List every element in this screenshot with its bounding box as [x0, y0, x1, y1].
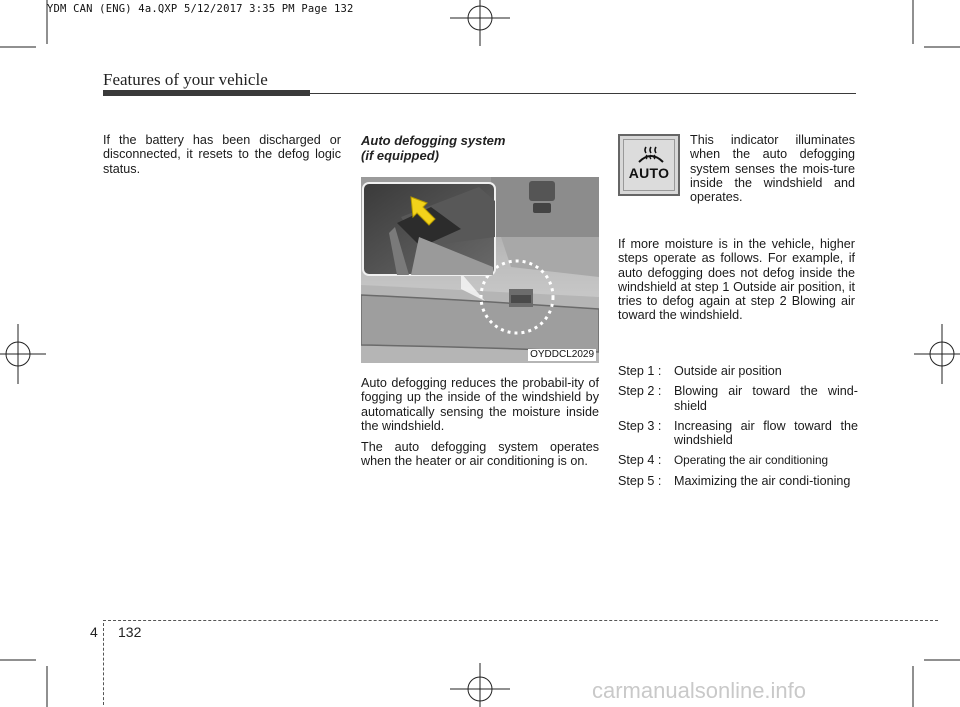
step-item: [618, 384, 858, 413]
sensor-illustration: [361, 177, 599, 363]
step-label: Step 1 :: [618, 364, 662, 378]
battery-paragraph: If the battery has been discharged or disconnected, it resets to the defog logic status.: [103, 133, 341, 176]
step-text: Outside air position: [674, 364, 782, 378]
step-text: Maximizing the air condi-tioning: [674, 473, 851, 488]
step-item: [618, 419, 858, 448]
steps-list: [618, 364, 858, 494]
subheading-title: Auto defogging system: [361, 133, 506, 148]
page-number: 132: [118, 624, 142, 640]
section-title: Features of your vehicle: [103, 70, 268, 89]
step-label: Step 3 :: [618, 418, 662, 433]
step-label: Step 2 :: [618, 384, 662, 399]
indicator-description: [690, 133, 855, 204]
header-rule: [310, 93, 856, 94]
sensor-figure: [361, 177, 599, 363]
indicator-label: AUTO: [628, 165, 670, 181]
figure-caption: OYDDCL2029: [530, 349, 594, 360]
step-item: [618, 474, 858, 488]
column-2-body: [361, 376, 599, 469]
indicator-face: [623, 139, 675, 191]
step-text: Increasing air flow toward the windshield: [674, 418, 858, 448]
watermark: carmanualsonline.info: [592, 678, 807, 703]
footer-rule: [103, 620, 938, 621]
chapter-number: 4: [90, 624, 98, 640]
step-text: Operating the air conditioning: [674, 453, 829, 468]
step-item: [618, 453, 858, 467]
step-label: Step 4 :: [618, 453, 662, 468]
moisture-paragraph: If more moisture is in the vehicle, higher steps operate as follows. For example, if auto defogging does not defog inside the windshield at step 1 Outside air position, it tries to defog again at step 2 Blowing air toward the windshield.: [618, 237, 855, 323]
auto-defog-indicator: [618, 134, 680, 196]
print-slug: YDM CAN (ENG) 4a.QXP 5/12/2017 3:35 PM Page 132: [47, 3, 354, 15]
step-text: Blowing air toward the wind-shield: [674, 384, 858, 413]
footer-divider: [103, 623, 104, 705]
step-label: Step 5 :: [618, 473, 662, 488]
column-1: [103, 133, 341, 176]
step-item: [618, 364, 858, 378]
subheading: [361, 133, 599, 163]
column-3-body: [618, 237, 855, 323]
header-bar: [103, 90, 310, 96]
auto-defog-paragraph-1: Auto defogging reduces the probabil-ity of fogging up the inside of the windshield by automatically sensing the moisture inside the windshield.: [361, 376, 599, 433]
subheading-qualifier: (if equipped): [361, 148, 439, 163]
indicator-text: This indicator illuminates when the auto defogging system senses the mois-ture inside the windshield and operates.: [690, 133, 855, 205]
auto-defog-paragraph-2: The auto defogging system operates when the heater or air conditioning is on.: [361, 440, 599, 469]
